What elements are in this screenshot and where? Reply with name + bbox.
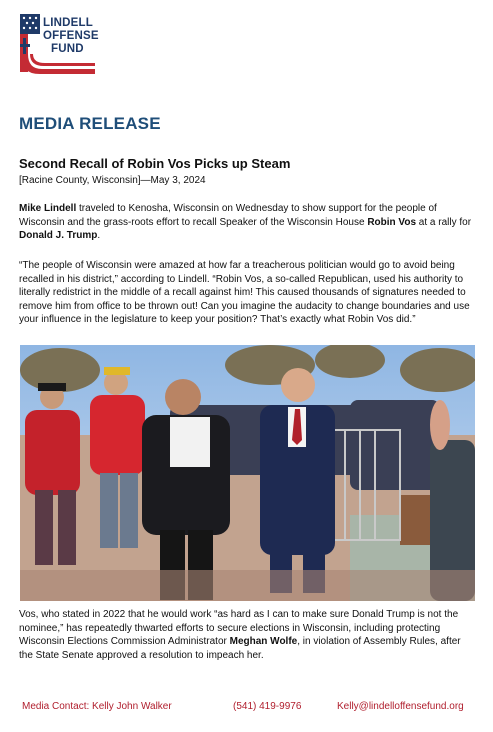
p3-text-1: Vos, who stated in 2022 that he would work “as hard as I can to make sure Donald Trump is not the nominee,” has repeatedly thwarted efforts to secure elections in Wisconsin, including protecting Wisconsin Elections Commission Administrator	[19, 609, 459, 648]
contact-email[interactable]: Kelly@lindelloffensefund.org	[337, 701, 464, 712]
media-release-heading: MEDIA RELEASE	[19, 114, 161, 133]
rally-photo	[20, 345, 475, 601]
contact-phone: (541) 419-9976	[233, 701, 302, 712]
paragraph-2-quote: “The people of Wisconsin were amazed at how far a treacherous politician would go to avoid being recalled in his district,” according to Lindell. “Robin Vos, a so-called Republican, used his authority to literally redistrict in the middle of a recall against him! This caused thousands of signatures needed to remove him from office to be thrown out! Can you imagine the audacity to change boundaries and use your influence in the legislature to keep your position? That’s exactly what Robin Vos did.”	[19, 260, 470, 326]
p1-text-2: at a rally for	[416, 216, 472, 228]
media-contact: Media Contact: Kelly John Walker	[22, 701, 172, 712]
meghan-wolfe-name: Meghan Wolfe	[229, 636, 298, 648]
p3-text-2: , in violation of Assembly Rules, after the State Senate approved a resolution to impeach her.	[19, 636, 461, 661]
dateline: [Racine County, Wisconsin]—May 3, 2024	[19, 175, 206, 186]
mike-lindell-name: Mike Lindell	[19, 203, 77, 214]
logo-text	[43, 17, 99, 56]
logo-line1: LINDELL	[43, 17, 93, 29]
logo-line2: OFFENSE	[43, 30, 99, 42]
rally-photo-graphic	[20, 345, 475, 601]
donald-trump-name: Donald J. Trump	[19, 230, 98, 242]
paragraph-3	[19, 608, 477, 662]
robin-vos-name: Robin Vos	[367, 216, 417, 228]
paragraph-1	[19, 202, 477, 243]
logo-line3: FUND	[51, 43, 84, 55]
release-title: Second Recall of Robin Vos Picks up Steam	[19, 156, 291, 171]
p1-text-3: .	[97, 230, 101, 242]
p1-text-1: traveled to Kenosha, Wisconsin on Wednesday to show support for the people of Wisconsin and the grass-roots effort to recall Speaker of the Wisconsin House	[19, 203, 437, 228]
